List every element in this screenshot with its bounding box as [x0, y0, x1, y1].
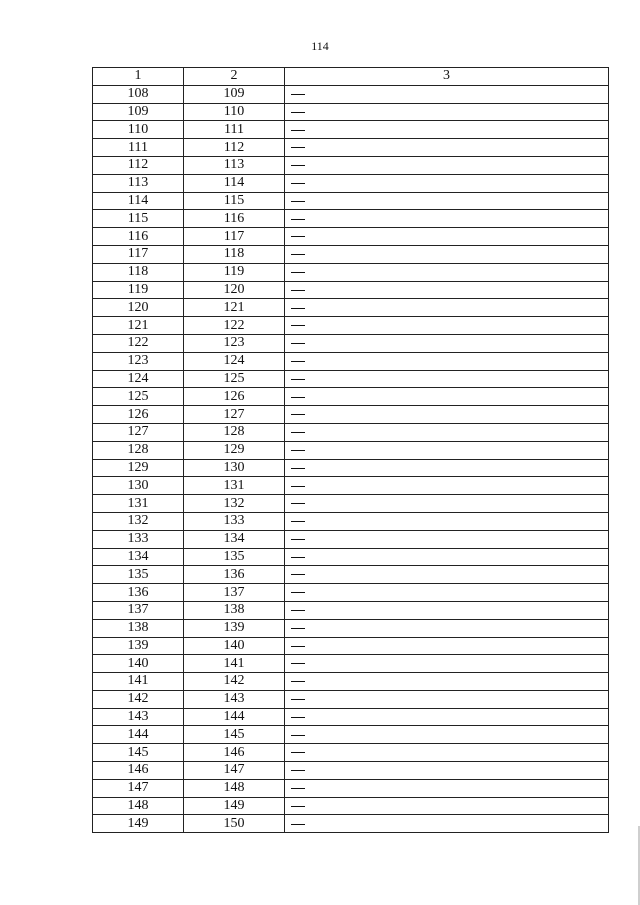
table-row [93, 797, 609, 815]
table-cell-col1: 129 [93, 459, 184, 477]
table-cell-col3 [285, 584, 609, 602]
table-row [93, 459, 609, 477]
table-cell-col3 [285, 690, 609, 708]
table-cell-col2: 135 [184, 548, 285, 566]
dash-mark [291, 663, 305, 664]
table-cell-col1: 137 [93, 601, 184, 619]
table-cell-col3 [285, 174, 609, 192]
table-cell-col1: 138 [93, 619, 184, 637]
dash-mark [291, 717, 305, 718]
dash-mark [291, 557, 305, 558]
table-cell-col2: 115 [184, 192, 285, 210]
table-cell-col1: 126 [93, 406, 184, 424]
table-cell-col1: 109 [93, 103, 184, 121]
table-row [93, 495, 609, 513]
table-row [93, 477, 609, 495]
table-cell-col1: 120 [93, 299, 184, 317]
dash-mark [291, 610, 305, 611]
table-cell-col3 [285, 548, 609, 566]
table-cell-col1: 117 [93, 245, 184, 263]
dash-mark [291, 788, 305, 789]
table-cell-col2: 140 [184, 637, 285, 655]
data-table [92, 67, 609, 833]
table-row [93, 334, 609, 352]
column-header-1: 1 [93, 68, 184, 86]
table-row [93, 762, 609, 780]
table-cell-col3 [285, 210, 609, 228]
table-cell-col2: 113 [184, 156, 285, 174]
table-cell-col1: 110 [93, 121, 184, 139]
table-cell-col3 [285, 726, 609, 744]
table-row [93, 530, 609, 548]
dash-mark [291, 521, 305, 522]
table-cell-col1: 116 [93, 228, 184, 246]
table-row [93, 406, 609, 424]
dash-mark [291, 183, 305, 184]
table-cell-col2: 112 [184, 139, 285, 157]
dash-mark [291, 592, 305, 593]
dash-mark [291, 468, 305, 469]
table-cell-col2: 138 [184, 601, 285, 619]
dash-mark [291, 735, 305, 736]
table-row [93, 228, 609, 246]
table-row [93, 245, 609, 263]
table-cell-col1: 113 [93, 174, 184, 192]
dash-mark [291, 806, 305, 807]
dash-mark [291, 539, 305, 540]
dash-mark [291, 201, 305, 202]
table-row [93, 156, 609, 174]
table-row [93, 192, 609, 210]
table-row [93, 388, 609, 406]
table-cell-col1: 133 [93, 530, 184, 548]
table-cell-col1: 121 [93, 317, 184, 335]
table-cell-col3 [285, 495, 609, 513]
table-cell-col3 [285, 797, 609, 815]
table-cell-col2: 150 [184, 815, 285, 833]
table-row [93, 174, 609, 192]
table-cell-col2: 147 [184, 762, 285, 780]
table-cell-col2: 110 [184, 103, 285, 121]
table-cell-col2: 141 [184, 655, 285, 673]
table-cell-col2: 133 [184, 512, 285, 530]
table-body [93, 85, 609, 832]
dash-mark [291, 361, 305, 362]
table-row [93, 548, 609, 566]
table-cell-col3 [285, 85, 609, 103]
table-row [93, 637, 609, 655]
table-cell-col1: 144 [93, 726, 184, 744]
dash-mark [291, 486, 305, 487]
table-row [93, 352, 609, 370]
table-cell-col3 [285, 441, 609, 459]
dash-mark [291, 450, 305, 451]
dash-mark [291, 503, 305, 504]
table-cell-col2: 129 [184, 441, 285, 459]
table-cell-col1: 142 [93, 690, 184, 708]
dash-mark [291, 112, 305, 113]
table-row [93, 584, 609, 602]
table-cell-col3 [285, 370, 609, 388]
dash-mark [291, 147, 305, 148]
dash-mark [291, 219, 305, 220]
table-cell-col3 [285, 228, 609, 246]
table-row [93, 423, 609, 441]
table-cell-col2: 118 [184, 245, 285, 263]
table-cell-col3 [285, 512, 609, 530]
table-cell-col2: 131 [184, 477, 285, 495]
table-cell-col1: 128 [93, 441, 184, 459]
table-row [93, 370, 609, 388]
table-row [93, 210, 609, 228]
table-cell-col2: 119 [184, 263, 285, 281]
table-cell-col1: 146 [93, 762, 184, 780]
table-cell-col3 [285, 192, 609, 210]
table-row [93, 103, 609, 121]
table-cell-col1: 147 [93, 779, 184, 797]
table-header-row [93, 68, 609, 86]
table-row [93, 619, 609, 637]
table-cell-col1: 149 [93, 815, 184, 833]
table-row [93, 726, 609, 744]
table-cell-col2: 144 [184, 708, 285, 726]
table-row [93, 317, 609, 335]
table-cell-col2: 127 [184, 406, 285, 424]
table-cell-col3 [285, 245, 609, 263]
table-row [93, 601, 609, 619]
dash-mark [291, 272, 305, 273]
table-cell-col3 [285, 352, 609, 370]
table-cell-col1: 111 [93, 139, 184, 157]
table-cell-col3 [285, 655, 609, 673]
table-cell-col1: 131 [93, 495, 184, 513]
dash-mark [291, 236, 305, 237]
table-cell-col3 [285, 530, 609, 548]
table-cell-col2: 117 [184, 228, 285, 246]
table-cell-col1: 141 [93, 673, 184, 691]
table-cell-col3 [285, 459, 609, 477]
table-cell-col2: 130 [184, 459, 285, 477]
table-cell-col2: 146 [184, 744, 285, 762]
table-cell-col1: 112 [93, 156, 184, 174]
column-header-2: 2 [184, 68, 285, 86]
table-cell-col3 [285, 673, 609, 691]
table-cell-col3 [285, 601, 609, 619]
table-cell-col2: 142 [184, 673, 285, 691]
table-row [93, 441, 609, 459]
dash-mark [291, 414, 305, 415]
table-cell-col1: 140 [93, 655, 184, 673]
table-row [93, 281, 609, 299]
table-cell-col1: 127 [93, 423, 184, 441]
table-cell-col3 [285, 566, 609, 584]
table-cell-col3 [285, 299, 609, 317]
column-header-3: 3 [285, 68, 609, 86]
table-cell-col3 [285, 103, 609, 121]
table-cell-col3 [285, 139, 609, 157]
table-cell-col2: 137 [184, 584, 285, 602]
table-cell-col2: 123 [184, 334, 285, 352]
table-cell-col2: 132 [184, 495, 285, 513]
table-cell-col2: 125 [184, 370, 285, 388]
table-cell-col2: 134 [184, 530, 285, 548]
dash-mark [291, 699, 305, 700]
table-row [93, 690, 609, 708]
page-number: 114 [311, 39, 329, 53]
table-row [93, 708, 609, 726]
table-cell-col2: 148 [184, 779, 285, 797]
table-row [93, 673, 609, 691]
dash-mark [291, 343, 305, 344]
table-cell-col1: 123 [93, 352, 184, 370]
table-cell-col2: 122 [184, 317, 285, 335]
table-cell-col1: 132 [93, 512, 184, 530]
table-row [93, 263, 609, 281]
table-cell-col2: 120 [184, 281, 285, 299]
dash-mark [291, 628, 305, 629]
table-cell-col2: 126 [184, 388, 285, 406]
table-cell-col1: 114 [93, 192, 184, 210]
dash-mark [291, 681, 305, 682]
table-cell-col3 [285, 156, 609, 174]
table-row [93, 566, 609, 584]
table-cell-col2: 139 [184, 619, 285, 637]
table-cell-col3 [285, 744, 609, 762]
dash-mark [291, 165, 305, 166]
table-cell-col3 [285, 708, 609, 726]
table-row [93, 744, 609, 762]
table-cell-col2: 109 [184, 85, 285, 103]
table-cell-col3 [285, 477, 609, 495]
table-row [93, 655, 609, 673]
table-cell-col2: 121 [184, 299, 285, 317]
table-cell-col1: 108 [93, 85, 184, 103]
table-cell-col2: 114 [184, 174, 285, 192]
table-cell-col1: 125 [93, 388, 184, 406]
table-cell-col3 [285, 388, 609, 406]
table-cell-col1: 122 [93, 334, 184, 352]
table-cell-col3 [285, 406, 609, 424]
table-cell-col3 [285, 815, 609, 833]
table-cell-col1: 143 [93, 708, 184, 726]
table-cell-col1: 135 [93, 566, 184, 584]
dash-mark [291, 325, 305, 326]
table-cell-col1: 130 [93, 477, 184, 495]
table-cell-col3 [285, 619, 609, 637]
table-cell-col1: 139 [93, 637, 184, 655]
table-cell-col1: 134 [93, 548, 184, 566]
table-row [93, 779, 609, 797]
table-cell-col3 [285, 779, 609, 797]
table-cell-col2: 149 [184, 797, 285, 815]
table-cell-col3 [285, 281, 609, 299]
table-cell-col1: 136 [93, 584, 184, 602]
table-row [93, 121, 609, 139]
dash-mark [291, 254, 305, 255]
dash-mark [291, 130, 305, 131]
table-cell-col1: 148 [93, 797, 184, 815]
table-cell-col2: 116 [184, 210, 285, 228]
dash-mark [291, 94, 305, 95]
table-cell-col1: 124 [93, 370, 184, 388]
dash-mark [291, 824, 305, 825]
table-cell-col1: 118 [93, 263, 184, 281]
dash-mark [291, 379, 305, 380]
dash-mark [291, 397, 305, 398]
table-cell-col3 [285, 423, 609, 441]
table-cell-col3 [285, 121, 609, 139]
table-cell-col2: 136 [184, 566, 285, 584]
table-cell-col3 [285, 263, 609, 281]
dash-mark [291, 432, 305, 433]
table-cell-col3 [285, 637, 609, 655]
dash-mark [291, 290, 305, 291]
table-cell-col1: 119 [93, 281, 184, 299]
table-cell-col3 [285, 334, 609, 352]
table-cell-col2: 124 [184, 352, 285, 370]
dash-mark [291, 646, 305, 647]
dash-mark [291, 574, 305, 575]
table-row [93, 512, 609, 530]
table-cell-col2: 143 [184, 690, 285, 708]
dash-mark [291, 752, 305, 753]
table-cell-col1: 115 [93, 210, 184, 228]
table-row [93, 85, 609, 103]
dash-mark [291, 308, 305, 309]
table-cell-col2: 145 [184, 726, 285, 744]
table-row [93, 299, 609, 317]
table-cell-col2: 111 [184, 121, 285, 139]
table-row [93, 815, 609, 833]
table-cell-col3 [285, 762, 609, 780]
table-cell-col1: 145 [93, 744, 184, 762]
table-cell-col2: 128 [184, 423, 285, 441]
table-row [93, 139, 609, 157]
dash-mark [291, 770, 305, 771]
table-cell-col3 [285, 317, 609, 335]
